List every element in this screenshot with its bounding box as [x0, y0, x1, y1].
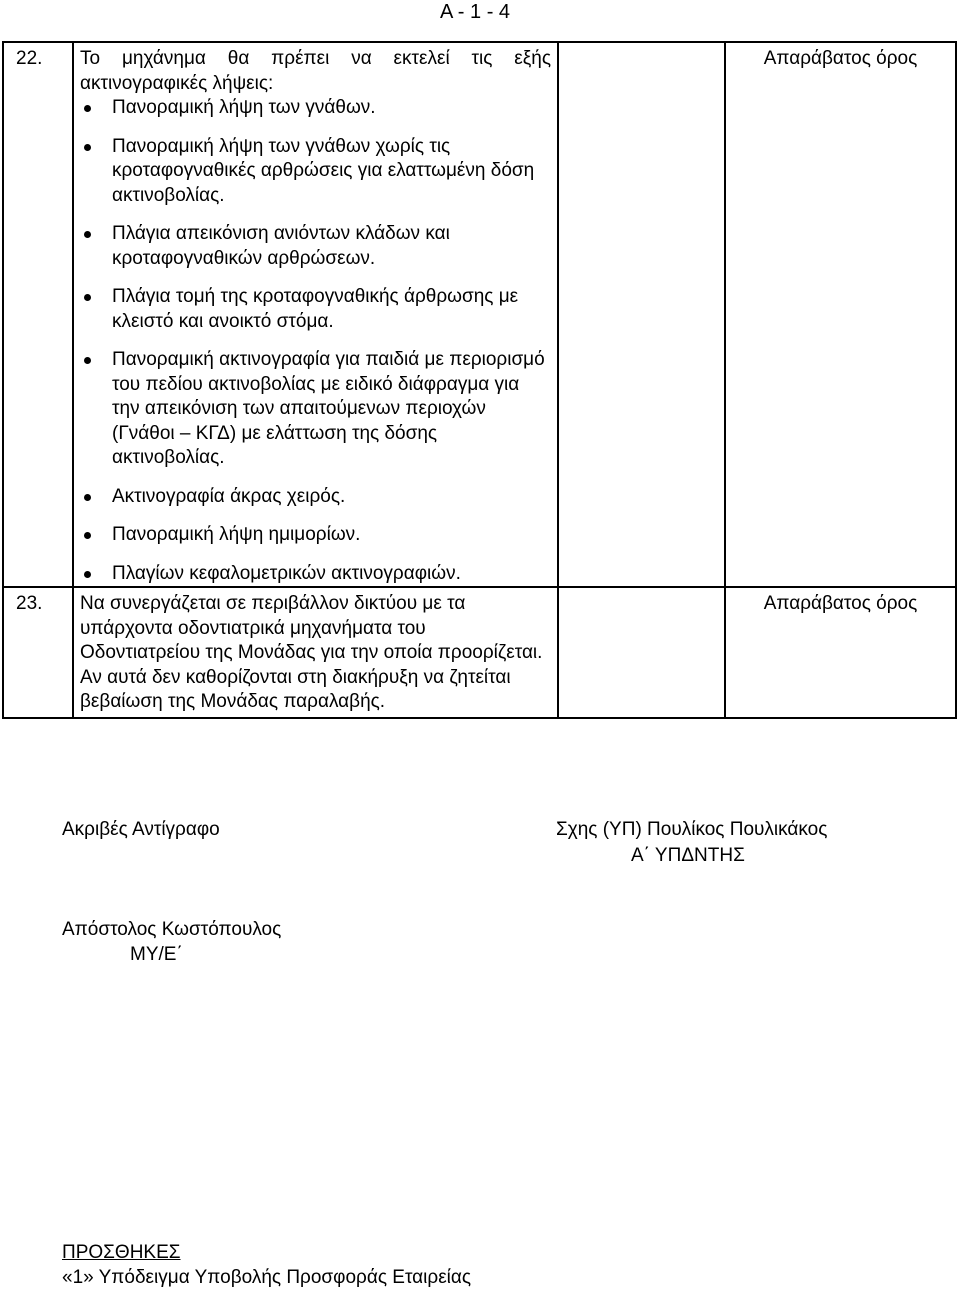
- page-number: Α - 1 - 4: [440, 1, 511, 23]
- appendix-item: «1» Υπόδειγμα Υποβολής Προσφοράς Εταιρείας: [62, 1267, 472, 1288]
- item-intro: Το μηχάνημα θα πρέπει να εκτελεί τις εξής ακτινογραφικές λήψεις:: [80, 48, 551, 94]
- bullet-icon: [84, 144, 91, 151]
- table-row: [3, 587, 956, 718]
- list-item: Πλαγίων κεφαλομετρικών ακτινογραφιών.: [80, 562, 551, 587]
- bullet-icon: [84, 571, 91, 578]
- list-item: Πανοραμική ακτινογραφία για παιδιά με περιορισμό του πεδίου ακτινοβολίας με ειδικό διάφραγμα για την απεικόνιση των απαιτούμενων περιοχών (Γνάθοι – ΚΓΔ) με ελάττωση της δόσης ακτινοβολίας.: [80, 348, 551, 471]
- list-item: Πλάγια τομή της κροταφογναθικής άρθρωσης με κλειστό και ανοικτό στόμα.: [80, 285, 551, 334]
- signer-name: Σχης (ΥΠ) Πουλίκος Πουλικάκος: [556, 819, 828, 840]
- bullet-icon: [84, 105, 91, 112]
- bullet-list: [80, 96, 551, 586]
- item-number: 23.: [3, 587, 73, 718]
- bullet-icon: [84, 357, 91, 364]
- bullet-icon: [84, 494, 91, 501]
- bullet-icon: [84, 294, 91, 301]
- list-item: Πλάγια απεικόνιση ανιόντων κλάδων και κροταφογναθικών αρθρώσεων.: [80, 222, 551, 271]
- list-item: Πανοραμική λήψη των γνάθων χωρίς τις κροταφογναθικές αρθρώσεις για ελαττωμένη δόση ακτινοβολίας.: [80, 135, 551, 209]
- copy-label: Ακριβές Αντίγραφο: [62, 819, 220, 840]
- list-item: Πανοραμική λήψη των γνάθων.: [80, 96, 551, 121]
- bullet-icon: [84, 532, 91, 539]
- item-description: [73, 42, 558, 587]
- table-row: [3, 42, 956, 587]
- copier-title: ΜΥ/Ε΄: [130, 944, 183, 965]
- appendices-heading: ΠΡΟΣΘΗΚΕΣ: [62, 1242, 181, 1263]
- item-description: Να συνεργάζεται σε περιβάλλον δικτύου με τα υπάρχοντα οδοντιατρικά μηχανήματα του Οδοντιατρείου της Μονάδας για την οποία προορίζεται. Αν αυτά δεν καθορίζονται στη διακήρυξη να ζητείται βεβαίωση της Μονάδας παραλαβής.: [73, 587, 558, 718]
- requirement-cell: Απαράβατος όρος: [725, 587, 956, 718]
- item-number: 22.: [3, 42, 73, 587]
- specifications-table: [2, 41, 957, 719]
- bullet-icon: [84, 231, 91, 238]
- list-item: Πανοραμική λήψη ημιμορίων.: [80, 523, 551, 548]
- requirement-cell: Απαράβατος όρος: [725, 42, 956, 587]
- copier-name: Απόστολος Κωστόπουλος: [62, 919, 282, 940]
- empty-cell: [558, 42, 725, 587]
- signer-title: Α΄ ΥΠΔΝΤΗΣ: [631, 845, 745, 866]
- empty-cell: [558, 587, 725, 718]
- list-item: Ακτινογραφία άκρας χειρός.: [80, 485, 551, 510]
